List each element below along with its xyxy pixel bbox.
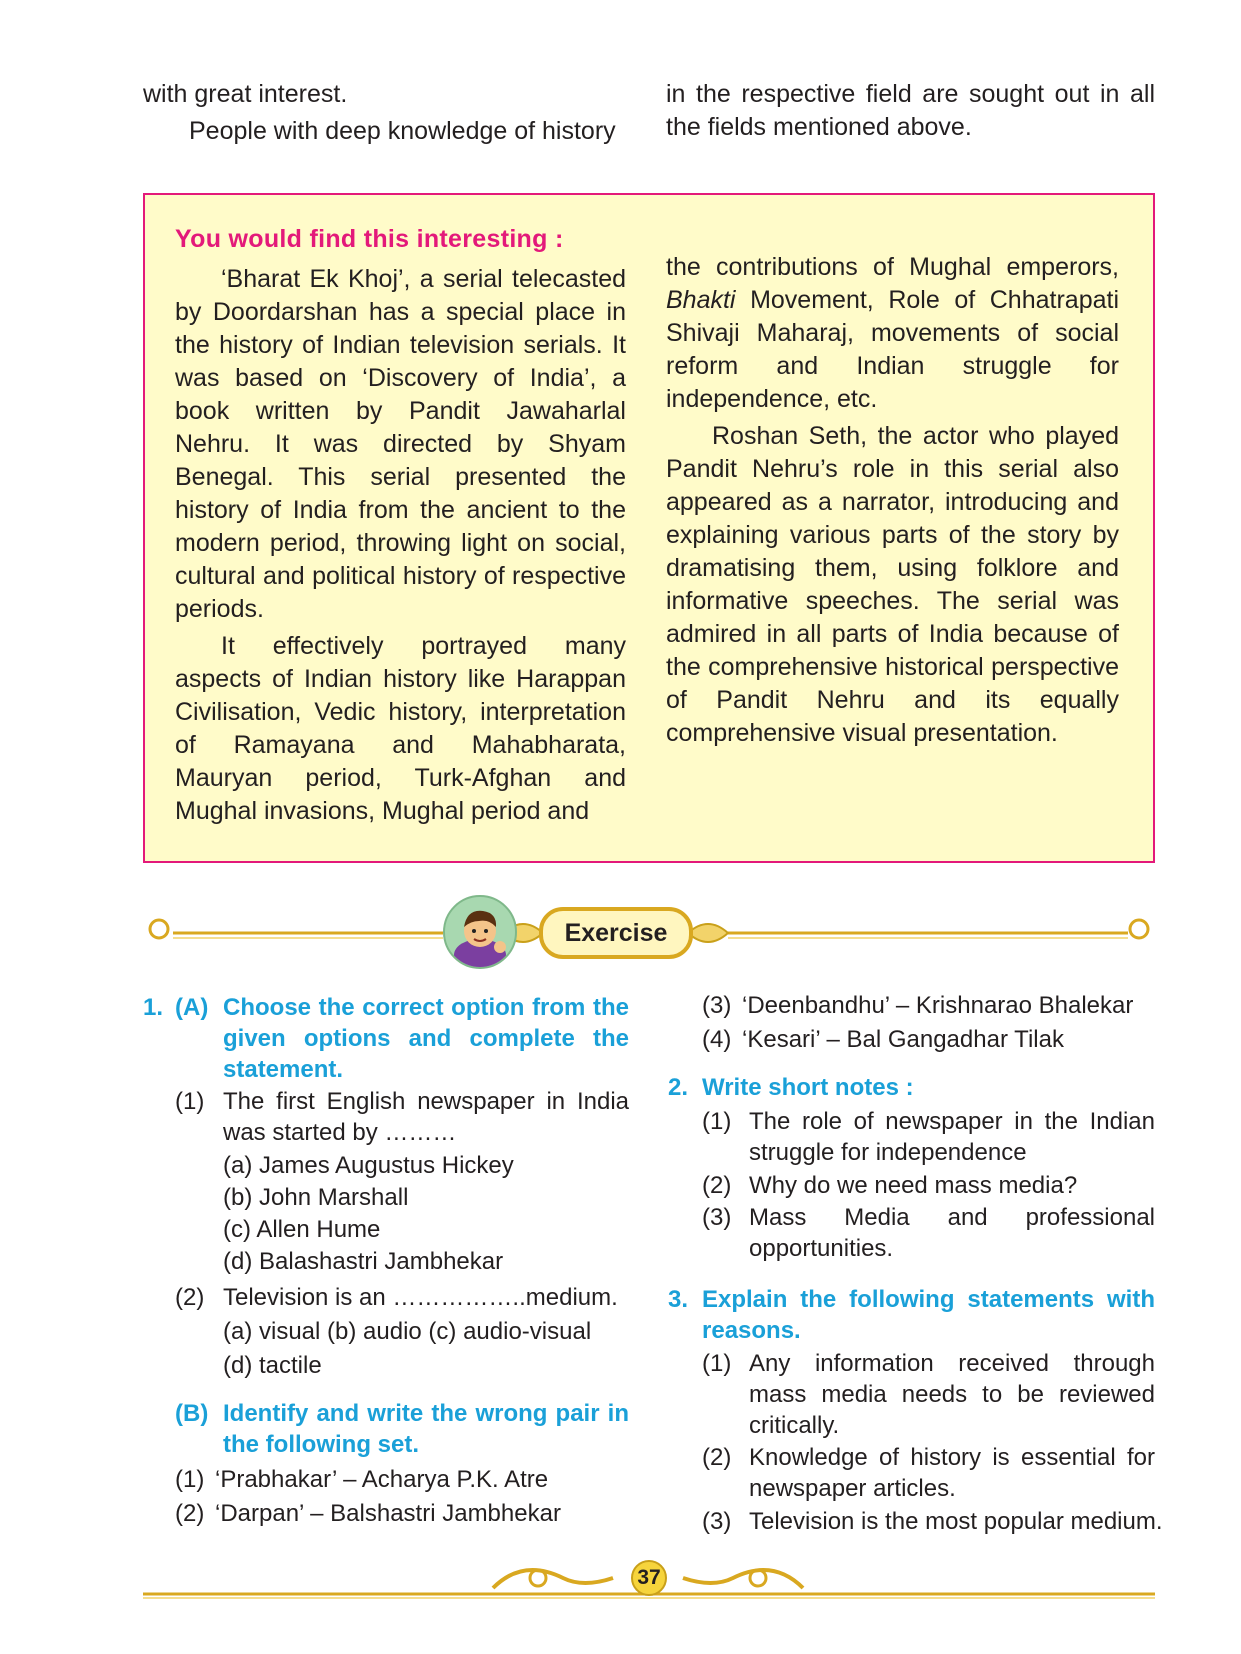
- q1a-opt2-abc: (a) visual (b) audio (c) audio-visual: [223, 1318, 592, 1345]
- interesting-right-p1-rest: Movement, Role of Chhatrapati Shivaji Maharaj, movements of social reform and Indian struggle for independence, etc.: [666, 286, 1119, 413]
- interesting-heading: You would find this interesting :: [175, 225, 564, 253]
- q1a-opt-c: (c) Allen Hume: [223, 1216, 381, 1243]
- q1a-opt-b: (b) John Marshall: [223, 1184, 409, 1211]
- exercise-title: Exercise: [564, 919, 668, 947]
- q2-item-2-num: (2): [702, 1172, 732, 1199]
- interesting-left-column: [175, 263, 626, 828]
- q2-item-2-text: Why do we need mass media?: [749, 1172, 1078, 1199]
- q2-item-1-num: (1): [702, 1108, 732, 1135]
- q1a-opt2-d: (d) tactile: [223, 1352, 322, 1379]
- q1b-item-1-text: ‘Prabhakar’ – Acharya P.K. Atre: [215, 1466, 549, 1493]
- q3-item-2-text: Knowledge of history is essential for newspaper articles.: [749, 1444, 1155, 1502]
- q1b-item-2-num: (2): [175, 1500, 205, 1527]
- q1-number: 1.: [143, 994, 164, 1021]
- q3-item-1-num: (1): [702, 1350, 732, 1377]
- top-left-column: [143, 78, 629, 148]
- interesting-box: [143, 193, 1155, 863]
- q1b-item-3-text: ‘Deenbandhu’ – Krishnarao Bhalekar: [742, 992, 1134, 1019]
- top-right-text: in the respective field are sought out in all the fields mentioned above.: [666, 80, 1155, 141]
- q3-item-1-text: Any information received through mass media needs to be reviewed critically.: [749, 1350, 1155, 1439]
- q1a-opt-d: (d) Balashastri Jambhekar: [223, 1248, 504, 1275]
- q1a-text: Choose the correct option from the given options and complete the statement.: [223, 994, 629, 1083]
- top-right-column: [666, 78, 1155, 144]
- q1b-item-4-num: (4): [702, 1026, 732, 1053]
- interesting-left-p2: It effectively portrayed many aspects of Indian history like Harappan Civilisation, Vedic history, interpretation of Ramayana and Mahabharata, Mauryan period, Turk-Afghan and Mughal invasions, Mughal period and: [175, 632, 626, 825]
- q1a-item-1-text: The first English newspaper in India was started by ………: [223, 1088, 629, 1146]
- q3-number: 3.: [668, 1286, 689, 1313]
- interesting-right-p1: [666, 251, 1119, 416]
- top-left-line1: with great interest.: [143, 80, 348, 108]
- interesting-right-column: [666, 251, 1119, 750]
- q1a-item-2-text: Television is an ……………..medium.: [223, 1284, 618, 1311]
- exercise-ribbon: [143, 895, 1155, 965]
- interesting-right-p1-italic: Bhakti: [666, 286, 736, 314]
- q1b-item-3-num: (3): [702, 992, 732, 1019]
- q1b-item-1-num: (1): [175, 1466, 205, 1493]
- q3-text: Explain the following statements with reasons.: [702, 1286, 1155, 1344]
- q1a-label: (A): [175, 994, 209, 1021]
- page-number: 37: [631, 1560, 667, 1596]
- q1b-item-2-text: ‘Darpan’ – Balshastri Jambhekar: [215, 1500, 561, 1527]
- boy-face-icon: [445, 897, 515, 967]
- q1a-opt-a: (a) James Augustus Hickey: [223, 1152, 514, 1179]
- q3-item-3-num: (3): [702, 1508, 732, 1535]
- q2-item-3-text: Mass Media and professional opportunities.: [749, 1204, 1155, 1262]
- q1b-text: Identify and write the wrong pair in the following set.: [223, 1400, 629, 1458]
- q1b-item-4-text: ‘Kesari’ – Bal Gangadhar Tilak: [742, 1026, 1064, 1053]
- q1a-item-1-num: (1): [175, 1088, 205, 1115]
- interesting-right-p1-start: the contributions of Mughal emperors,: [666, 253, 1119, 281]
- q2-item-3-num: (3): [702, 1204, 732, 1231]
- q3-item-3-text: Television is the most popular medium.: [749, 1508, 1163, 1535]
- interesting-left-p1: ‘Bharat Ek Khoj’, a serial telecasted by Doordarshan has a special place in the history of Indian television serials. It was based on ‘Discovery of India’, a book written by Pandit Jawaharlal Nehru. It was directed by Shyam Benegal. This serial presented the history of India from the ancient to the modern period, throwing light on social, cultural and political history of respective periods.: [175, 265, 626, 623]
- q1a-item-2-num: (2): [175, 1284, 205, 1311]
- q2-item-1-text: The role of newspaper in the Indian struggle for independence: [749, 1108, 1155, 1166]
- q3-item-2-num: (2): [702, 1444, 732, 1471]
- top-left-line2: People with deep knowledge of history: [189, 117, 616, 145]
- q2-text: Write short notes :: [702, 1074, 914, 1101]
- boy-avatar: [443, 895, 517, 969]
- q2-number: 2.: [668, 1074, 689, 1101]
- q1b-label: (B): [175, 1400, 209, 1427]
- interesting-right-p2: Roshan Seth, the actor who played Pandit Nehru’s role in this serial also appeared as a narrator, introducing and explaining various parts of the story by dramatising them, using folklore and informative speeches. The serial was admired in all parts of India because of the comprehensive historical perspective of Pandit Nehru and its equally comprehensive visual presentation.: [666, 422, 1119, 747]
